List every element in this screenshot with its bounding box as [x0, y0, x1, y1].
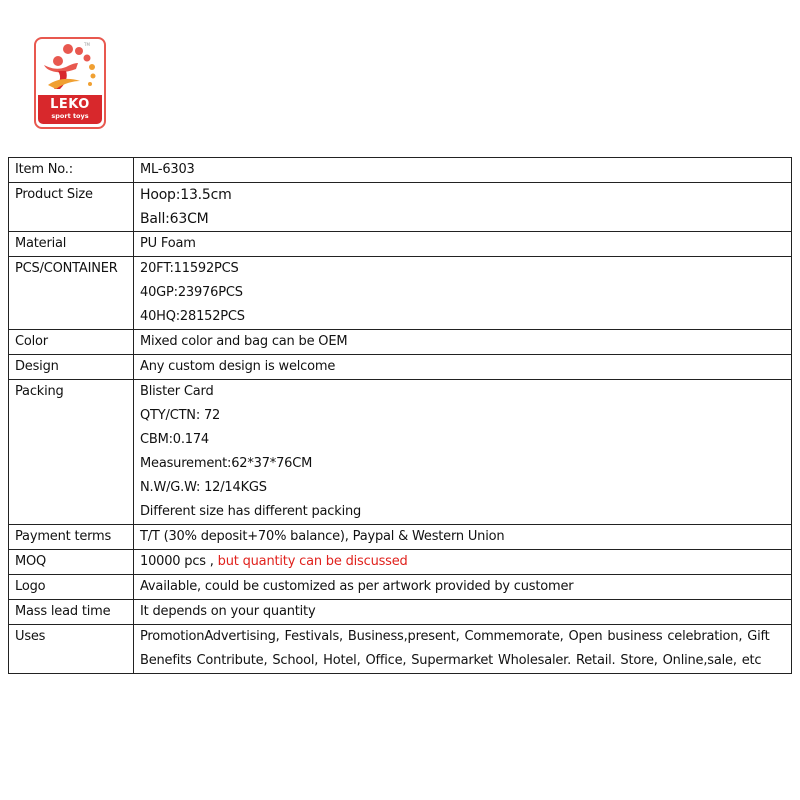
- row-value: T/T (30% deposit+70% balance), Paypal & Western Union: [134, 525, 792, 550]
- row-value: PU Foam: [134, 232, 792, 257]
- table-row: [9, 330, 792, 355]
- value-line: Hoop:13.5cm: [140, 187, 232, 203]
- row-label: Item No.:: [9, 158, 134, 183]
- value-line: Ball:63CM: [140, 211, 209, 227]
- logo-tagline: sport toys: [51, 112, 89, 120]
- value-line: Different size has different packing: [140, 504, 362, 519]
- table-row: [9, 575, 792, 600]
- row-label: Mass lead time: [9, 600, 134, 625]
- row-value: It depends on your quantity: [134, 600, 792, 625]
- table-row: [9, 550, 792, 575]
- row-label: Uses: [9, 625, 134, 674]
- row-label: Product Size: [9, 183, 134, 232]
- moq-value: 10000 pcs ,: [140, 554, 214, 569]
- value-line: 20FT:11592PCS: [140, 261, 239, 276]
- spec-table: [8, 157, 792, 674]
- row-label: Design: [9, 355, 134, 380]
- value-line: Measurement:62*37*76CM: [140, 456, 313, 471]
- row-value: ML-6303: [134, 158, 792, 183]
- row-label: Payment terms: [9, 525, 134, 550]
- value-line: CBM:0.174: [140, 432, 210, 447]
- value-line: 40GP:23976PCS: [140, 285, 243, 300]
- value-line: 40HQ:28152PCS: [140, 309, 245, 324]
- row-label: MOQ: [9, 550, 134, 575]
- row-value: [134, 550, 792, 575]
- row-value: Available, could be customized as per artwork provided by customer: [134, 575, 792, 600]
- table-row: [9, 158, 792, 183]
- row-label: PCS/CONTAINER: [9, 257, 134, 330]
- table-row: [9, 525, 792, 550]
- row-value: [134, 183, 792, 232]
- table-row: [9, 232, 792, 257]
- row-label: Packing: [9, 380, 134, 525]
- table-row: [9, 625, 792, 674]
- table-row: [9, 355, 792, 380]
- row-label: Material: [9, 232, 134, 257]
- table-row: [9, 600, 792, 625]
- row-value: [134, 257, 792, 330]
- logo-name: LEKO: [50, 97, 90, 112]
- leko-figure-icon: [36, 39, 104, 99]
- value-line: N.W/G.W: 12/14KGS: [140, 480, 267, 495]
- moq-highlight: but quantity can be discussed: [213, 554, 408, 569]
- row-value: Any custom design is welcome: [134, 355, 792, 380]
- brand-logo: [34, 37, 106, 129]
- table-row: [9, 257, 792, 330]
- row-label: Color: [9, 330, 134, 355]
- value-line: Blister Card: [140, 384, 214, 399]
- row-value: Mixed color and bag can be OEM: [134, 330, 792, 355]
- table-row: [9, 380, 792, 525]
- row-label: Logo: [9, 575, 134, 600]
- trademark-mark: TM: [84, 42, 90, 47]
- row-value: PromotionAdvertising, Festivals, Business,present, Commemorate, Open business celebration, Gift Benefits Contribute, School, Hotel, Office, Supermarket Wholesaler. Retail. Store, Online,sale, etc: [134, 625, 792, 674]
- table-row: [9, 183, 792, 232]
- row-value: [134, 380, 792, 525]
- value-line: QTY/CTN: 72: [140, 408, 221, 423]
- logo-band: [38, 95, 102, 124]
